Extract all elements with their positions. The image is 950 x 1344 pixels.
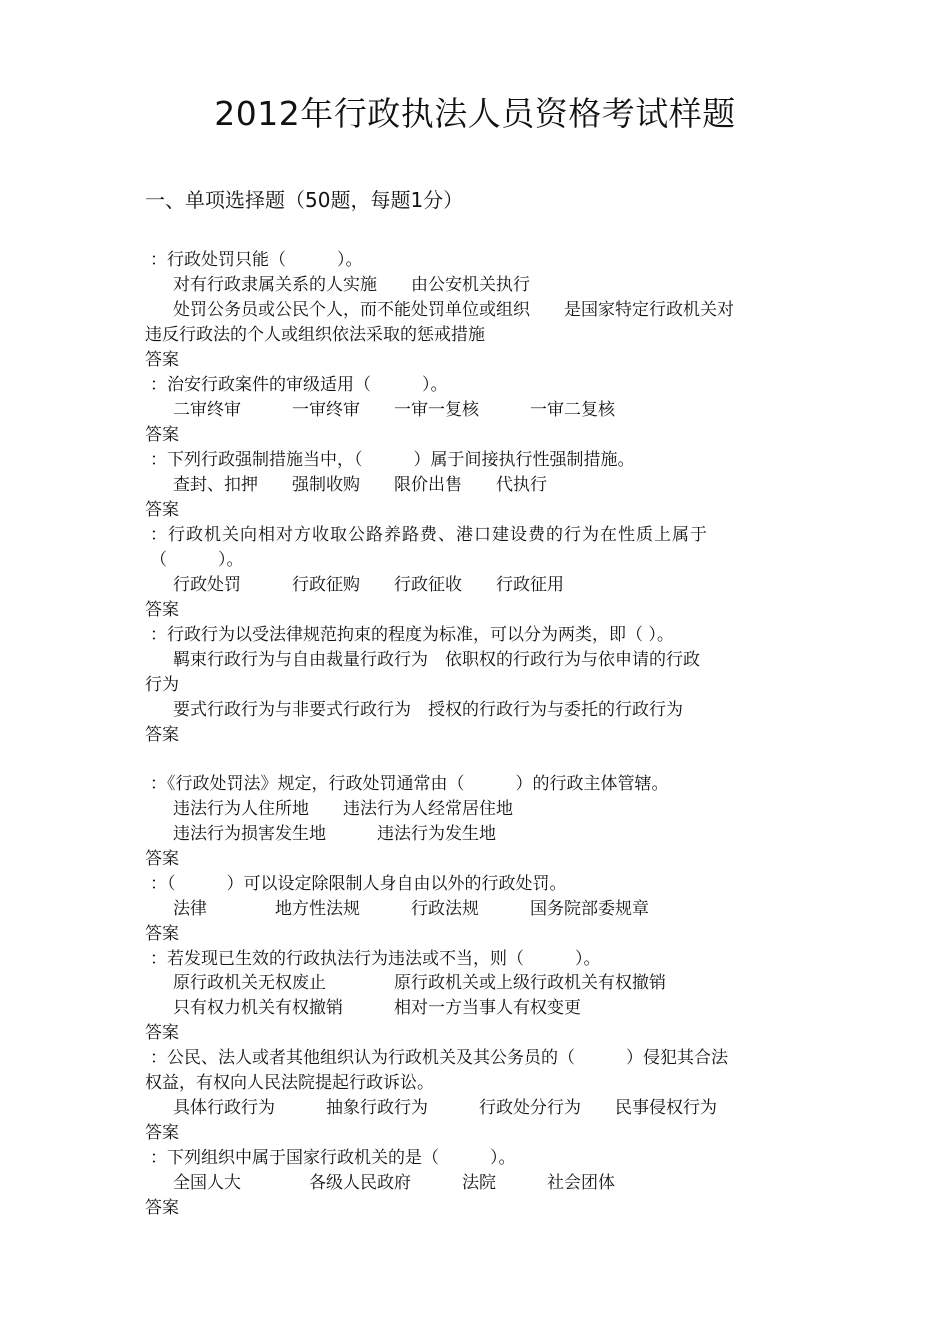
answer-label-6: 答案 xyxy=(145,849,179,869)
answer-label-3: 答案 xyxy=(145,500,179,520)
question-6-options-1: 违法行为人住所地 违法行为人经常居住地 xyxy=(173,799,513,819)
question-5-options-2: 要式行政行为与非要式行政行为 授权的行政行为与委托的行政行为 xyxy=(173,700,683,720)
answer-label-9: 答案 xyxy=(145,1123,179,1143)
question-7-options: 法律 地方性法规 行政法规 国务院部委规章 xyxy=(173,899,649,919)
question-1-options-wrap: 违反行政法的个人或组织依法采取的惩戒措施 xyxy=(145,325,485,345)
question-9-stem-wrap: 权益，有权向人民法院提起行政诉讼。 xyxy=(145,1073,434,1093)
document-title: 2012年行政执法人员资格考试样题 xyxy=(214,94,736,133)
answer-label-4: 答案 xyxy=(145,600,179,620)
section-heading: 一、单项选择题（50题，每题1分） xyxy=(145,188,464,212)
question-4-stem-wrap: （ ）。 xyxy=(150,550,244,570)
question-6-options-2: 违法行为损害发生地 违法行为发生地 xyxy=(173,824,496,844)
answer-label-5: 答案 xyxy=(145,725,179,745)
question-2-options: 二审终审 一审终审 一审一复核 一审二复核 xyxy=(173,400,615,420)
question-1-options-1: 对有行政隶属关系的人实施 由公安机关执行 xyxy=(173,275,530,295)
question-8-options-1: 原行政机关无权废止 原行政机关或上级行政机关有权撤销 xyxy=(173,973,666,993)
answer-label-8: 答案 xyxy=(145,1023,179,1043)
question-5-options-1: 羁束行政行为与自由裁量行政行为 依职权的行政行为与依申请的行政 xyxy=(173,650,700,670)
question-10-stem: ：下列组织中属于国家行政机关的是（ ）。 xyxy=(150,1148,516,1168)
question-3-options: 查封、扣押 强制收购 限价出售 代执行 xyxy=(173,475,547,495)
question-9-options: 具体行政行为 抽象行政行为 行政处分行为 民事侵权行为 xyxy=(173,1098,717,1118)
answer-label-2: 答案 xyxy=(145,425,179,445)
question-9-stem: ：公民、法人或者其他组织认为行政机关及其公务员的（ ）侵犯其合法 xyxy=(150,1048,728,1068)
question-7-stem: ：（ ）可以设定除限制人身自由以外的行政处罚。 xyxy=(150,874,567,894)
question-4-stem: ：行政机关向相对方收取公路养路费、港口建设费的行为在性质上属于 xyxy=(150,525,708,545)
answer-label-7: 答案 xyxy=(145,924,179,944)
question-6-stem: ：《行政处罚法》规定，行政处罚通常由（ ）的行政主体管辖。 xyxy=(150,774,669,794)
question-1-options-2: 处罚公务员或公民个人，而不能处罚单位或组织 是国家特定行政机关对 xyxy=(173,300,734,320)
answer-label-10: 答案 xyxy=(145,1198,179,1218)
question-5-options-wrap: 行为 xyxy=(145,675,179,695)
answer-label-1: 答案 xyxy=(145,350,179,370)
question-8-stem: ：若发现已生效的行政执法行为违法或不当，则（ ）。 xyxy=(150,949,601,969)
question-3-stem: ：下列行政强制措施当中，（ ）属于间接执行性强制措施。 xyxy=(150,450,635,470)
question-5-stem: ：行政行为以受法律规范拘束的程度为标准，可以分为两类，即（ ）。 xyxy=(150,625,674,645)
question-4-options: 行政处罚 行政征购 行政征收 行政征用 xyxy=(173,575,564,595)
question-10-options: 全国人大 各级人民政府 法院 社会团体 xyxy=(173,1173,615,1193)
question-1-stem: ：行政处罚只能（ ）。 xyxy=(150,250,363,270)
question-2-stem: ：治安行政案件的审级适用（ ）。 xyxy=(150,375,448,395)
question-8-options-2: 只有权力机关有权撤销 相对一方当事人有权变更 xyxy=(173,998,581,1018)
